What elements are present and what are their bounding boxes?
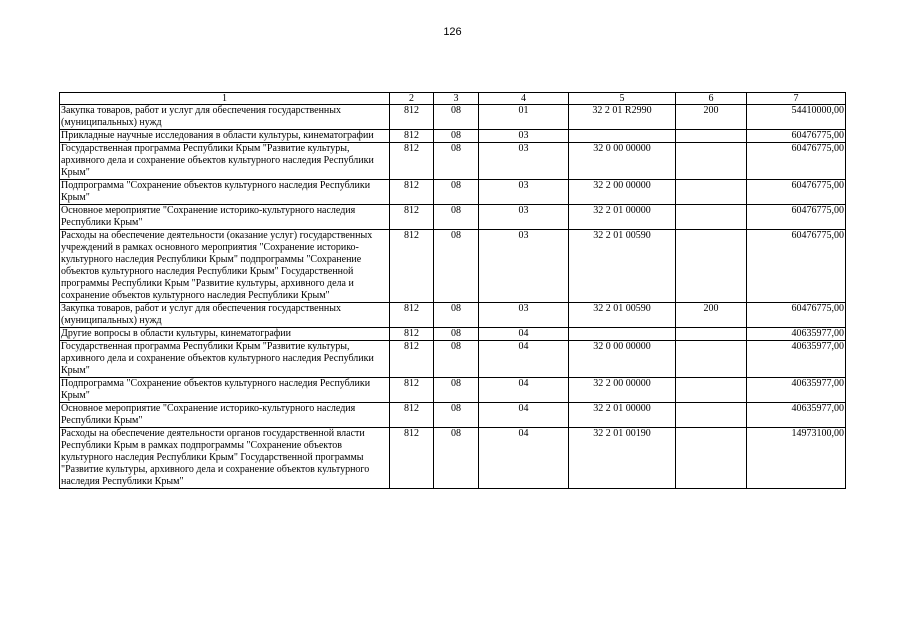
row-amount: 60476775,00 — [747, 143, 846, 180]
column-header: 5 — [569, 93, 676, 105]
row-subsection-code: 03 — [479, 143, 569, 180]
column-header: 6 — [676, 93, 747, 105]
row-section-code: 08 — [434, 428, 479, 489]
row-target-article: 32 2 01 00590 — [569, 303, 676, 328]
row-subsection-code: 03 — [479, 205, 569, 230]
table-row — [60, 378, 846, 403]
row-subsection-code: 04 — [479, 428, 569, 489]
header-row — [60, 93, 846, 105]
row-section-code: 08 — [434, 143, 479, 180]
row-amount: 40635977,00 — [747, 403, 846, 428]
row-description: Прикладные научные исследования в области культуры, кинематографии — [60, 130, 390, 143]
row-target-article: 32 2 00 00000 — [569, 378, 676, 403]
table-row — [60, 328, 846, 341]
row-section-code: 08 — [434, 378, 479, 403]
row-description: Основное мероприятие "Сохранение историко-культурного наследия Республики Крым" — [60, 205, 390, 230]
row-department-code: 812 — [390, 403, 434, 428]
row-description: Закупка товаров, работ и услуг для обеспечения государственных (муниципальных) нужд — [60, 105, 390, 130]
row-section-code: 08 — [434, 341, 479, 378]
page-number: 126 — [443, 26, 462, 38]
row-subsection-code: 03 — [479, 303, 569, 328]
table-row — [60, 303, 846, 328]
row-amount: 60476775,00 — [747, 230, 846, 303]
row-section-code: 08 — [434, 130, 479, 143]
table-row — [60, 105, 846, 130]
row-amount: 40635977,00 — [747, 378, 846, 403]
row-department-code: 812 — [390, 105, 434, 130]
row-department-code: 812 — [390, 328, 434, 341]
row-department-code: 812 — [390, 378, 434, 403]
row-target-article: 32 0 00 00000 — [569, 143, 676, 180]
row-subsection-code: 03 — [479, 180, 569, 205]
row-target-article: 32 2 00 00000 — [569, 180, 676, 205]
row-amount: 54410000,00 — [747, 105, 846, 130]
row-description: Закупка товаров, работ и услуг для обеспечения государственных (муниципальных) нужд — [60, 303, 390, 328]
row-expense-type: 200 — [676, 105, 747, 130]
row-amount: 40635977,00 — [747, 341, 846, 378]
table-row — [60, 341, 846, 378]
row-target-article: 32 2 01 00190 — [569, 428, 676, 489]
row-subsection-code: 04 — [479, 403, 569, 428]
row-description: Подпрограмма "Сохранение объектов культурного наследия Республики Крым" — [60, 180, 390, 205]
row-target-article: 32 2 01 00000 — [569, 403, 676, 428]
table-row — [60, 403, 846, 428]
column-header: 4 — [479, 93, 569, 105]
row-target-article — [569, 328, 676, 341]
row-subsection-code: 04 — [479, 378, 569, 403]
table-row — [60, 143, 846, 180]
row-target-article: 32 2 01 R2990 — [569, 105, 676, 130]
row-amount: 60476775,00 — [747, 205, 846, 230]
row-subsection-code: 03 — [479, 130, 569, 143]
row-department-code: 812 — [390, 303, 434, 328]
row-amount: 60476775,00 — [747, 180, 846, 205]
row-expense-type — [676, 180, 747, 205]
row-description: Государственная программа Республики Крым "Развитие культуры, архивного дела и сохранение объектов культурного наследия Республики Крым" — [60, 143, 390, 180]
row-expense-type — [676, 341, 747, 378]
row-subsection-code: 04 — [479, 341, 569, 378]
row-department-code: 812 — [390, 180, 434, 205]
row-expense-type — [676, 205, 747, 230]
row-department-code: 812 — [390, 230, 434, 303]
row-expense-type — [676, 403, 747, 428]
row-description: Расходы на обеспечение деятельности органов государственной власти Республики Крым в рамках подпрограммы "Сохранение объектов культурного наследия Республики Крым" Государственной программы "Развитие культуры, архивного дела и сохранение объектов культурного наследия Республики Крым" — [60, 428, 390, 489]
row-section-code: 08 — [434, 180, 479, 205]
row-target-article: 32 2 01 00000 — [569, 205, 676, 230]
table-row — [60, 130, 846, 143]
row-description: Основное мероприятие "Сохранение историко-культурного наследия Республики Крым" — [60, 403, 390, 428]
row-expense-type — [676, 230, 747, 303]
row-expense-type — [676, 428, 747, 489]
column-header: 1 — [60, 93, 390, 105]
row-section-code: 08 — [434, 328, 479, 341]
row-section-code: 08 — [434, 230, 479, 303]
column-header: 2 — [390, 93, 434, 105]
row-section-code: 08 — [434, 303, 479, 328]
row-expense-type — [676, 143, 747, 180]
row-subsection-code: 03 — [479, 230, 569, 303]
row-amount: 60476775,00 — [747, 130, 846, 143]
row-amount: 40635977,00 — [747, 328, 846, 341]
row-description: Другие вопросы в области культуры, кинематографии — [60, 328, 390, 341]
row-expense-type — [676, 130, 747, 143]
row-amount: 14973100,00 — [747, 428, 846, 489]
row-expense-type — [676, 328, 747, 341]
table-row — [60, 180, 846, 205]
row-department-code: 812 — [390, 341, 434, 378]
row-expense-type — [676, 378, 747, 403]
row-target-article — [569, 130, 676, 143]
row-description: Государственная программа Республики Крым "Развитие культуры, архивного дела и сохранение объектов культурного наследия Республики Крым" — [60, 341, 390, 378]
row-subsection-code: 01 — [479, 105, 569, 130]
row-section-code: 08 — [434, 205, 479, 230]
row-section-code: 08 — [434, 403, 479, 428]
table-row — [60, 205, 846, 230]
budget-table — [59, 92, 846, 489]
table-row — [60, 428, 846, 489]
row-expense-type: 200 — [676, 303, 747, 328]
row-target-article: 32 2 01 00590 — [569, 230, 676, 303]
row-subsection-code: 04 — [479, 328, 569, 341]
row-target-article: 32 0 00 00000 — [569, 341, 676, 378]
row-amount: 60476775,00 — [747, 303, 846, 328]
column-header: 7 — [747, 93, 846, 105]
row-department-code: 812 — [390, 428, 434, 489]
row-description: Расходы на обеспечение деятельности (оказание услуг) государственных учреждений в рамках основного мероприятия "Сохранение историко-культурного наследия Республики Крым" подпрограммы "Сохранение объектов культурного наследия Республики Крым" Государственной программы Республики Крым "Развитие культуры, архивного дела и сохранение объектов культурного наследия Республики Крым" — [60, 230, 390, 303]
row-department-code: 812 — [390, 130, 434, 143]
column-header: 3 — [434, 93, 479, 105]
table-row — [60, 230, 846, 303]
row-description: Подпрограмма "Сохранение объектов культурного наследия Республики Крым" — [60, 378, 390, 403]
row-department-code: 812 — [390, 205, 434, 230]
row-department-code: 812 — [390, 143, 434, 180]
row-section-code: 08 — [434, 105, 479, 130]
